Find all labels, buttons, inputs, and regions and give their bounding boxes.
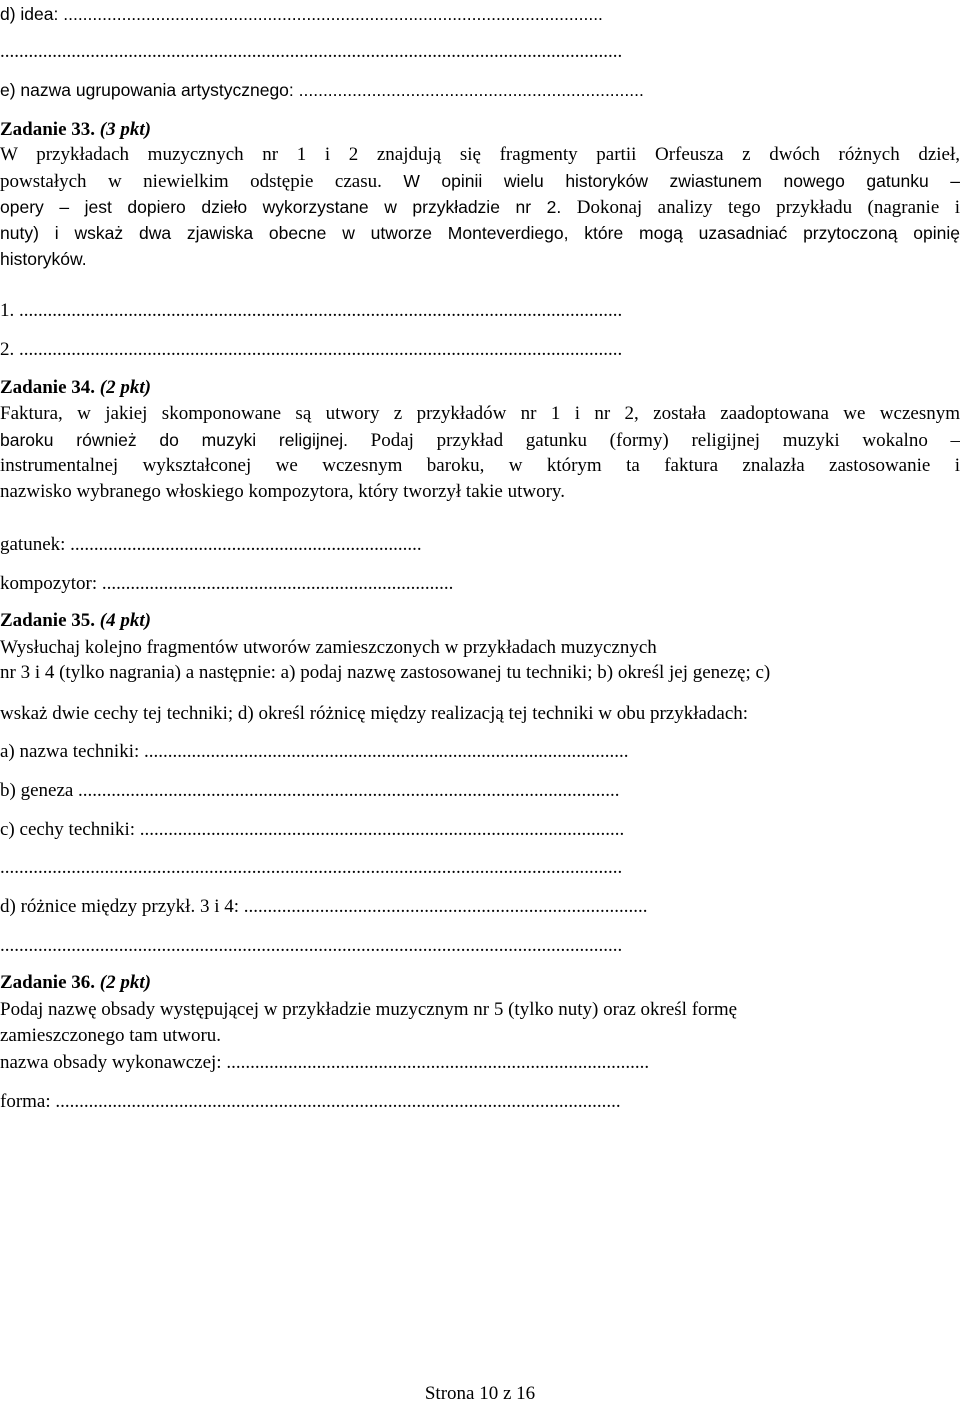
task-33-text-line-2 [0,169,960,194]
task-34-points: (2 pkt) [99,377,151,398]
answer-dots-line: ................................................................................................................................... [0,41,623,62]
answer-line-d-idea: d) idea: ............................................................................................................... [0,4,603,24]
task-34-text-line-1: Faktura, w jakiej skomponowane są utwory z przykładów nr 1 i nr 2, została zaadoptowana we wczesnym [0,403,960,424]
task-34-title: Zadanie 34. [0,377,96,398]
task-33-text-line-3b: Dokonaj analizy tego przykładu (nagranie i [576,197,960,218]
page-number: Strona 10 z 16 [424,1383,536,1404]
task-34-text-line-2b: Podaj przykład gatunku (formy) religijnej muzyki wokalno – [370,430,960,451]
task-35-text-line-2: nr 3 i 4 (tylko nagrania) a następnie: a) podaj nazwę zastosowanej tu techniki; b) określ jej genezę; c) [0,662,771,683]
task-33-heading [0,118,151,142]
task-36-answer-forma: forma: ....................................................................................................................... [0,1091,621,1112]
task-34-text-line-4: nazwisko wybranego włoskiego kompozytora, który tworzył takie utwory. [0,481,565,502]
task-35-text-line-1: Wysłuchaj kolejno fragmentów utworów zamieszczonych w przykładach muzycznych [0,637,657,658]
task-36-text-line-1: Podaj nazwę obsady występującej w przykładzie muzycznym nr 5 (tylko nuty) oraz określ formę [0,999,738,1020]
task-35-answer-d-dots: ................................................................................................................................... [0,935,623,956]
task-34-text-line-2 [0,428,960,453]
task-36-title: Zadanie 36. [0,972,96,993]
task-33-text-line-3a: opery – jest dopiero dzieło wykorzystane w przykładzie nr 2. [0,197,562,217]
task-34-answer-kompozytor: kompozytor: .......................................................................... [0,573,454,594]
task-35-heading [0,609,151,633]
task-36-heading [0,971,151,995]
task-34-text-line-2a: baroku również do muzyki religijnej. [0,430,348,450]
answer-line-e-group: e) nazwa ugrupowania artystycznego: ....................................................................... [0,80,644,100]
task-34-answer-gatunek: gatunek: .......................................................................... [0,534,422,555]
task-35-title: Zadanie 35. [0,610,96,631]
task-35-points: (4 pkt) [99,610,151,631]
task-36-text-line-2: zamieszczonego tam utworu. [0,1025,222,1046]
task-35-answer-a: a) nazwa techniki: ...................................................................................................... [0,741,629,762]
task-34-text-line-3: instrumentalnej wykształconej we wczesnym baroku, w którym ta faktura znalazła zastosowanie i [0,455,960,476]
task-35-answer-d: d) różnice między przykł. 3 i 4: ..................................................................................... [0,896,648,917]
task-35-answer-c: c) cechy techniki: ...................................................................................................... [0,819,625,840]
task-33-text-line-4: nuty) i wskaż dwa zjawiska obecne w utworze Monteverdiego, które mogą uzasadniać przytoczoną opinię [0,223,960,243]
task-33-text-line-5: historyków. [0,249,87,269]
task-33-title: Zadanie 33. [0,119,96,140]
task-33-text-line-2b: W opinii wielu historyków zwiastunem nowego gatunku – [403,171,960,191]
task-35-text-line-3: wskaż dwie cechy tej techniki; d) określ różnicę między realizacją tej techniki w obu przykładach: [0,703,749,724]
task-35-answer-b: b) geneza .................................................................................................................. [0,780,620,801]
task-36-answer-obsada: nazwa obsady wykonawczej: ......................................................................................... [0,1052,650,1073]
task-33-text-line-3 [0,195,960,220]
task-33-answer-2: 2. ............................................................................................................................... [0,339,623,360]
task-34-heading [0,376,151,400]
task-33-points: (3 pkt) [99,119,151,140]
task-36-points: (2 pkt) [99,972,151,993]
task-33-text-line-2a: powstałych w niewielkim odstępie czasu. [0,171,382,192]
task-33-answer-1: 1. ............................................................................................................................... [0,300,623,321]
task-35-answer-c-dots: ................................................................................................................................... [0,857,623,878]
task-33-text-line-1: W przykładach muzycznych nr 1 i 2 znajdują się fragmenty partii Orfeusza z dwóch różnych dzieł, [0,144,960,165]
